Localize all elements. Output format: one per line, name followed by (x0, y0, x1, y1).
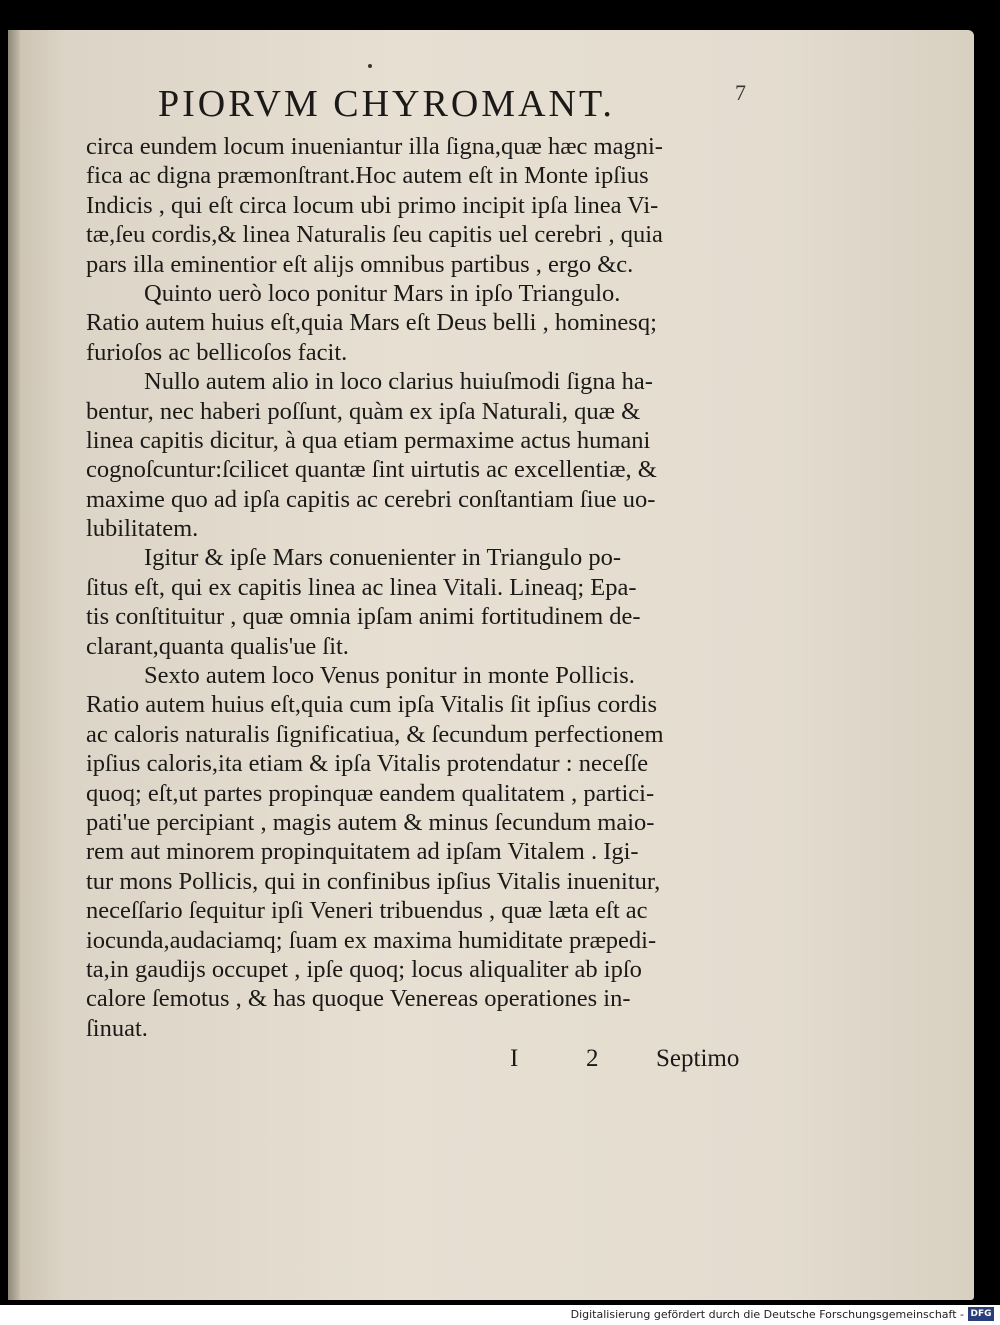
text-line: tur mons Pollicis, qui in confinibus ipſius Vitalis inuenitur, (86, 867, 661, 895)
text-line: pati'ue percipiant , magis autem & minus ſecundum maio- (86, 808, 655, 836)
text-line: ſinuat. (86, 1014, 148, 1042)
text-line: maxime quo ad ipſa capitis ac cerebri conſtantiam ſiue uo- (86, 485, 656, 513)
text-line: ſitus eſt, qui ex capitis linea ac linea Vitali. Lineaq; Epa- (86, 573, 637, 601)
text-line: furioſos ac bellicoſos facit. (86, 338, 348, 366)
signature-number: 2 (586, 1045, 599, 1072)
credit-text: Digitalisierung gefördert durch die Deutsche Forschungsgemeinschaft - (570, 1308, 964, 1321)
text-line: ipſius caloris,ita etiam & ipſa Vitalis protendatur : neceſſe (86, 750, 649, 778)
text-line: Igitur & ipſe Mars conuenienter in Triangulo po- (144, 544, 621, 572)
text-line: clarant,quanta qualis'ue ſit. (86, 632, 349, 660)
text-line: Ratio autem huius eſt,quia cum ipſa Vitalis ſit ipſius cordis (86, 691, 658, 719)
text-line: calore ſemotus , & has quoque Venereas operationes in- (86, 985, 631, 1013)
text-line: Nullo autem alio in loco clarius huiuſmodi ſigna ha- (144, 368, 653, 396)
text-line: iocunda,audaciamq; ſuam ex maxima humiditate præpedi- (86, 926, 657, 954)
text-line: circa eundem locum inueniantur illa ſigna,quæ hæc magni- (86, 133, 663, 160)
text-line: fica ac digna præmonſtrant.Hoc autem eſt in Monte ipſius (86, 162, 649, 190)
text-line: Quinto uerò loco ponitur Mars in ipſo Triangulo. (144, 279, 621, 307)
dfg-logo: DFG (968, 1307, 994, 1321)
text-line: bentur, nec haberi poſſunt, quàm ex ipſa Naturali, quæ & (86, 397, 641, 425)
text-line: ac caloris naturalis ſignificatiua, & ſecundum perfectionem (86, 720, 664, 748)
text-line: Ratio autem huius eſt,quia Mars eſt Deus belli , hominesq; (86, 309, 657, 337)
catchword: Septimo (656, 1045, 740, 1072)
page-mark: 7 (735, 80, 746, 105)
page-footer (510, 1045, 770, 1079)
signature-mark: I (510, 1045, 519, 1072)
text-line: tæ,ſeu cordis,& linea Naturalis ſeu capitis uel cerebri , quia (86, 221, 663, 249)
text-line: neceſſario ſequitur ipſi Veneri tribuendus , quæ læta eſt ac (86, 897, 648, 925)
text-line: pars illa eminentior eſt alijs omnibus partibus , ergo &c. (86, 250, 634, 278)
text-line: linea capitis dicitur, à qua etiam permaxime actus humani (86, 426, 651, 454)
text-line: tis conſtituitur , quæ omnia ipſam animi fortitudinem de- (86, 603, 641, 631)
body-text (86, 132, 766, 1043)
text-line: Sexto autem loco Venus ponitur in monte Pollicis. (144, 662, 635, 690)
page-gutter-edge (8, 30, 20, 1300)
running-head: PIORVM CHYROMANT. (158, 83, 615, 125)
ink-dot (368, 64, 372, 68)
text-line: rem aut minorem propinquitatem ad ipſam Vitalem . Igi- (86, 838, 639, 866)
text-line: cognoſcuntur:ſcilicet quantæ ſint uirtutis ac excellentiæ, & (86, 456, 657, 484)
text-line: Indicis , qui eſt circa locum ubi primo incipit ipſa linea Vi- (86, 191, 659, 219)
text-line: lubilitatem. (86, 515, 199, 543)
text-line: ta,in gaudijs occupet , ipſe quoq; locus aliqualiter ab ipſo (86, 955, 642, 983)
text-line: quoq; eſt,ut partes propinquæ eandem qualitatem , partici- (86, 779, 655, 807)
credit-bar (0, 1305, 1000, 1325)
